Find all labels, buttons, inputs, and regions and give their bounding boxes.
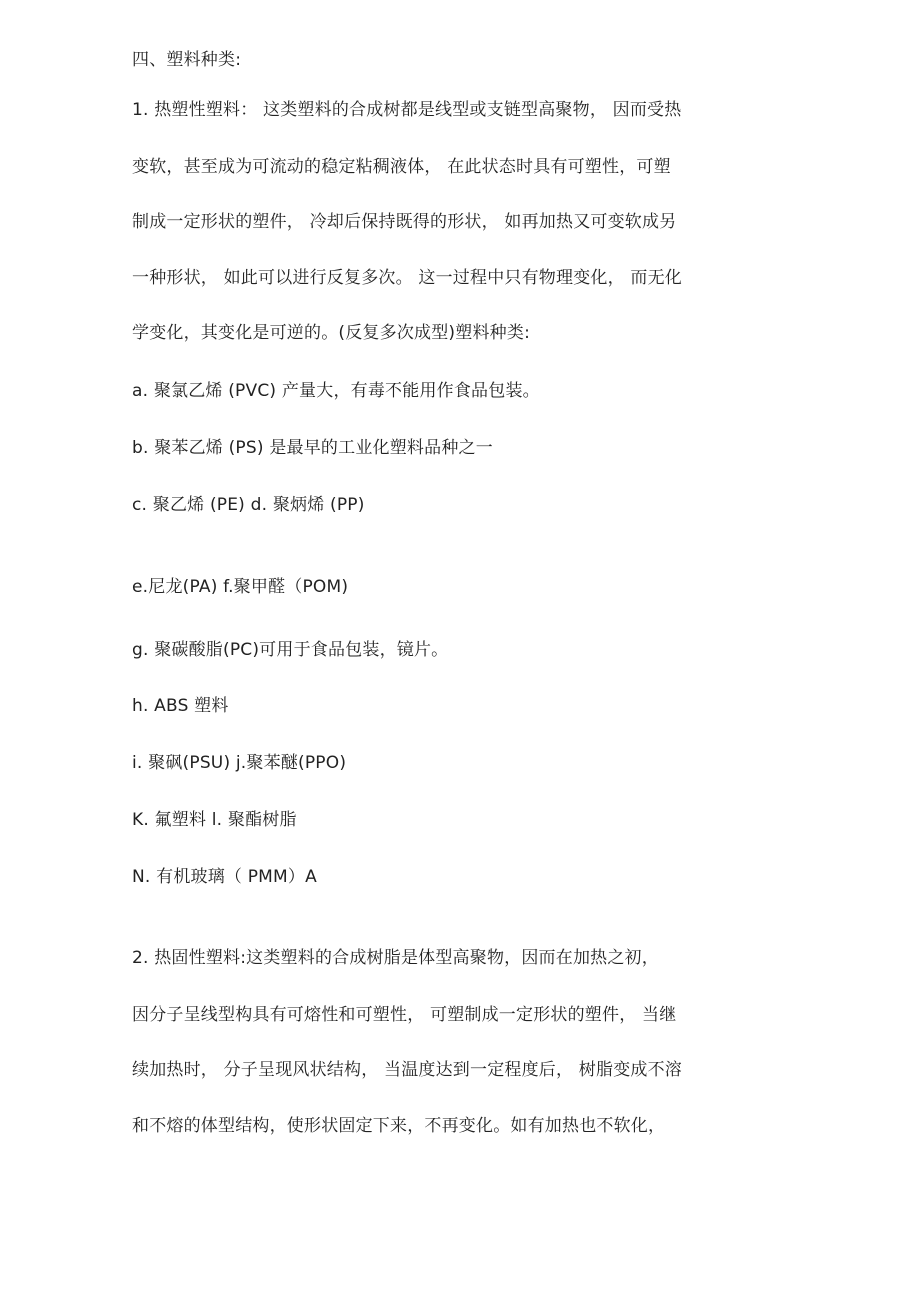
paragraph-line: 制成一定形状的塑件， 冷却后保持既得的形状， 如再加热又可变软成另 [132, 212, 677, 232]
paragraph-line: 学变化，其变化是可逆的。(反复多次成型)塑料种类: [132, 323, 530, 343]
paragraph-line: 因分子呈线型构具有可熔性和可塑性， 可塑制成一定形状的塑件， 当继 [132, 1005, 677, 1025]
list-item: a. 聚氯乙烯 (PVC) 产量大，有毒不能用作食品包装。 [132, 381, 540, 401]
paragraph-line: 续加热时， 分子呈现风状结构， 当温度达到一定程度后， 树脂变成不溶 [132, 1060, 683, 1080]
list-item: i. 聚砜(PSU) j.聚苯醚(PPO) [132, 753, 347, 773]
paragraph-line: 2. 热固性塑料:这类塑料的合成树脂是体型高聚物，因而在加热之初， [132, 948, 659, 968]
list-item: K. 氟塑料 l. 聚酯树脂 [132, 810, 297, 830]
paragraph-line: 和不熔的体型结构，使形状固定下来，不再变化。如有加热也不软化， [132, 1116, 666, 1136]
list-item: N. 有机玻璃（ PMM）A [132, 867, 317, 887]
list-item: h. ABS 塑料 [132, 696, 229, 716]
paragraph-line: 一种形状， 如此可以进行反复多次。 这一过程中只有物理变化， 而无化 [132, 268, 683, 288]
paragraph-line: 1. 热塑性塑料： 这类塑料的合成树都是线型或支链型高聚物， 因而受热 [132, 100, 682, 120]
list-item: e.尼龙(PA) f.聚甲醛（POM) [132, 577, 349, 597]
section-heading: 四、塑料种类: [132, 50, 242, 70]
list-item: b. 聚苯乙烯 (PS) 是最早的工业化塑料品种之一 [132, 438, 493, 458]
list-item: g. 聚碳酸脂(PC)可用于食品包装，镜片。 [132, 640, 449, 660]
paragraph-line: 变软，甚至成为可流动的稳定粘稠液体， 在此状态时具有可塑性，可塑 [132, 157, 671, 177]
list-item: c. 聚乙烯 (PE) d. 聚炳烯 (PP) [132, 495, 365, 515]
